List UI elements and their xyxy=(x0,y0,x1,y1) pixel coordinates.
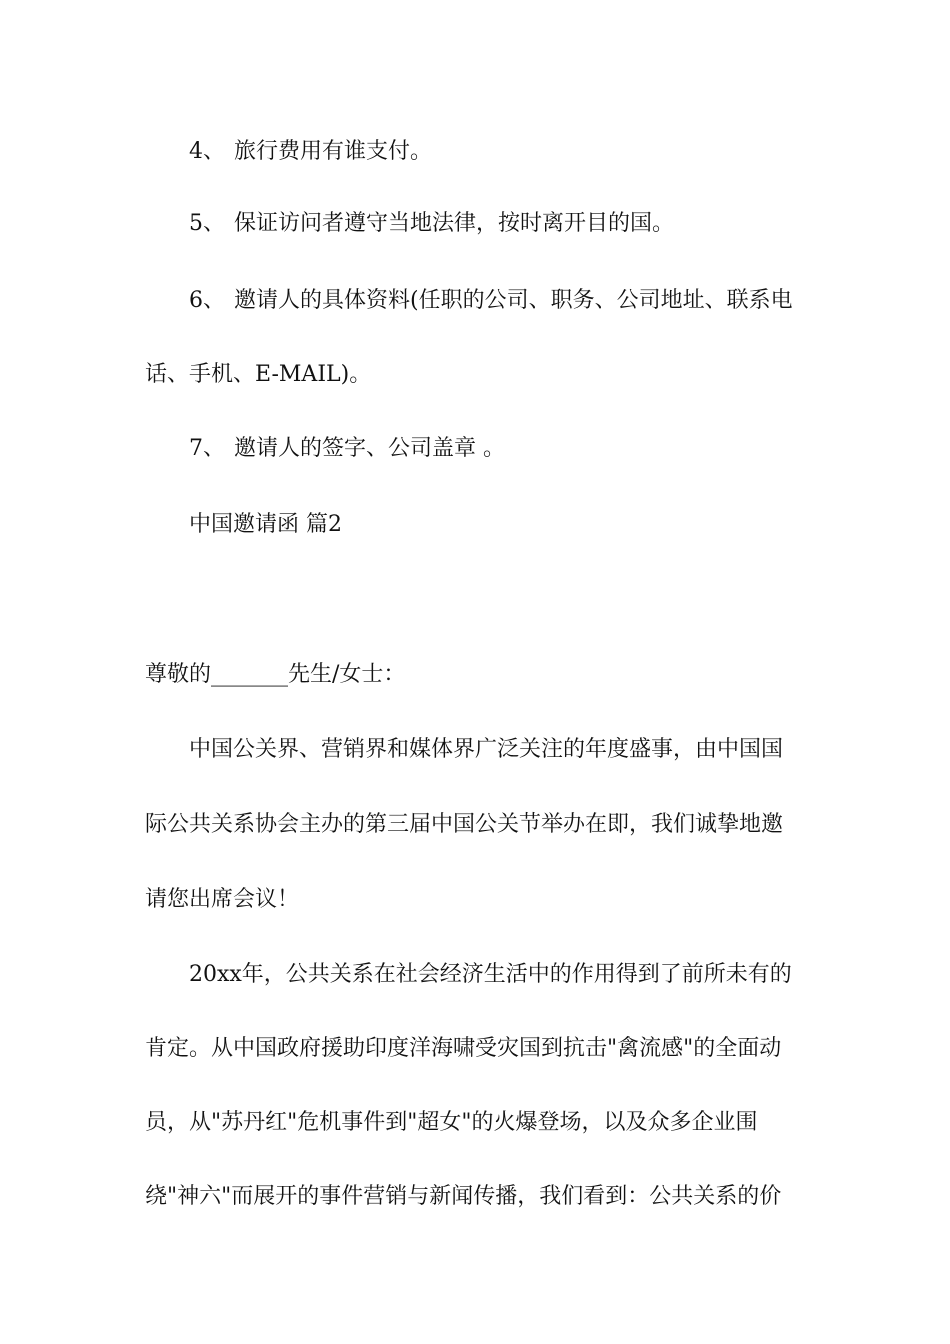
list-item-text: 旅行费用有谁支付。 xyxy=(234,139,433,164)
list-item-6 xyxy=(189,286,869,316)
list-item-4 xyxy=(189,137,869,167)
list-item-7 xyxy=(189,434,869,464)
paragraph-2-line-4: 绕"神六"而展开的事件营销与新闻传播，我们看到：公共关系的价 xyxy=(145,1184,782,1209)
list-item-number: 7、 xyxy=(189,436,225,461)
list-item-number: 5、 xyxy=(189,211,225,236)
paragraph-2-line-1: 20xx年，公共关系在社会经济生活中的作用得到了前所未有的 xyxy=(189,962,792,987)
paragraph-2-line-2: 肯定。从中国政府援助印度洋海啸受灾国到抗击"禽流感"的全面动 xyxy=(145,1036,782,1061)
salutation: 尊敬的_______先生/女士： xyxy=(145,662,406,687)
list-item-text: 邀请人的签字、公司盖章 。 xyxy=(234,436,505,461)
paragraph-1-line-2: 际公共关系协会主办的第三届中国公关节举办在即，我们诚挚地邀 xyxy=(145,812,784,837)
list-item-5 xyxy=(189,209,869,239)
list-item-6-continuation: 话、手机、E-MAIL)。 xyxy=(145,362,372,387)
list-item-number: 6、 xyxy=(189,288,225,313)
paragraph-1-line-3: 请您出席会议！ xyxy=(145,887,300,912)
list-item-number: 4、 xyxy=(189,139,225,164)
list-item-text: 保证访问者遵守当地法律，按时离开目的国。 xyxy=(234,211,675,236)
paragraph-1-line-1: 中国公关界、营销界和媒体界广泛关注的年度盛事，由中国国 xyxy=(189,737,784,762)
section-heading: 中国邀请函 篇2 xyxy=(189,512,342,537)
list-item-text: 邀请人的具体资料(任职的公司、职务、公司地址、联系电 xyxy=(234,288,793,313)
paragraph-2-line-3: 员，从"苏丹红"危机事件到"超女"的火爆登场，以及众多企业围 xyxy=(145,1110,758,1135)
